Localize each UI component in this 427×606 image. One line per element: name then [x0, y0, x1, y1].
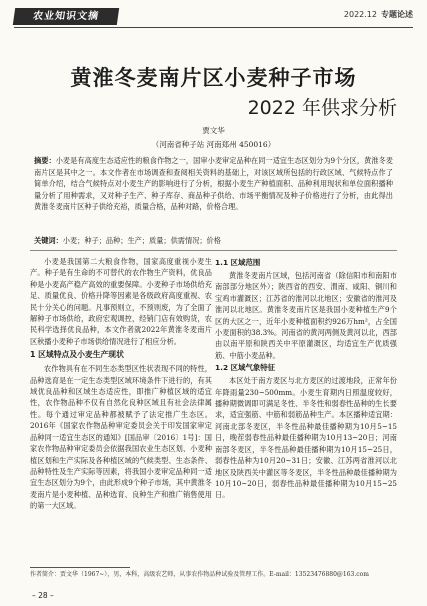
- abstract-divider: [30, 250, 397, 251]
- subsection-heading-1-1: 1.1 区域范围: [215, 258, 261, 267]
- keywords-label: 关键词：: [34, 236, 63, 245]
- abstract-label: 摘要：: [34, 156, 56, 165]
- article-title-line1: 黄淮冬麦南片区小麦种子市场: [70, 66, 357, 90]
- section-heading-1: 1 区域特点及小麦生产现状: [30, 350, 124, 360]
- section-name: 专题论述: [381, 10, 413, 19]
- subsection-heading-1-2: 1.2 区域气象特征: [215, 363, 276, 373]
- header-issue-section: [344, 9, 413, 20]
- issue-number: 2022.12: [343, 10, 377, 19]
- section1-paragraph: 农作物具有在不同生态类型区性状表现不同的特性，品种选育是在一定生态类型区域环境条件下进行的，有其域优良品种和区域生态适应性，即推广种植区域的适宜性，农作物品种不仅有自然化良种区域且有社会法律属性。每个通过审定品种都被赋予了法定推广生态区。2016年《国家农作物品种审定委员会关于印发国家审定品种同一适宜生态区的通知》[国品审〔2016〕1号]：国家农作物品种审定委员会依据我国农业生态区划、小麦种植区划和生产实际及各种植区域的气候类型、生态条件、品种特性及生产实际等因素，将我国小麦审定品种同一适宜生态区划分为9个，由此形成9个种子市场，其中黄淮冬麦南片是小麦种植、品种选育、良种生产和推广销售使用的第一大区域。: [30, 364, 212, 511]
- subsection1-2-paragraph: 本区处于南方麦区与北方麦区的过渡地段，正常年份年降雨量230~500mm。小麦生育期内日照温度较好，播种期微调即可满足冬性、半冬性和弱春性品种的生长要求，适宜强筋、中筋和弱筋品种生产。本区播种适宜期：河南北部冬麦区，半冬性品种最佳播种期为10月5~15日，晚茬弱春性品种最佳播种期为10月13~20日；河南南部冬麦区，半冬性品种最佳播种期为10月15~25日，弱春性品种为10月20~31日；安徽、江苏两省淮河以北地区及陕西关中灌区等冬麦区，半冬性品种最佳播种期为10月10~20日，弱春性品种最佳播种期为10月15~25日。: [215, 376, 397, 500]
- author-name: 贾文华: [202, 126, 225, 135]
- left-column: [30, 256, 212, 512]
- author-footnote: 作者简介：贾文华（1967~），男，本科，高级农艺师，从事农作物品种试验及管理工作。E-mail：13523476880@163.com: [30, 571, 369, 578]
- journal-logo: 农业知识文摘: [13, 8, 119, 25]
- abstract-text: 小麦是有高度生态适应性的粮食作物之一，国审小麦审定品种在同一适宜生态区划分为9个分区，黄淮冬麦南片区是其中之一。本文作者在市场调查和查阅相关资料的基础上，对该区域所包括的行政区域、气候特点作了简单介绍，结合气候特点对小麦生产的影响进行了分析，根据小麦生产种植面积、品种利用现状和单位面积播种量分析了用种需求，又对种子生产、种子库存、商品种子供给、市场平衡情况及种子价格进行了分析，由此得出黄淮冬麦南片区种子供给充裕，质量合格，品种对路，价格合理。: [34, 156, 393, 211]
- abstract: [34, 155, 393, 213]
- footnote-divider: [30, 567, 130, 568]
- keywords: [34, 235, 393, 246]
- subsection1-1-paragraph: 黄淮冬麦南片区域，包括河南省（除信阳市和南阳市南部部分地区外）；陕西省的西安、渭南、咸阳、铜川和宝鸡市灌溉区；江苏省的淮河以北地区；安徽省的淮河及淮河以北地区。黄淮冬麦南片区是我国小麦种植生产9个区的大区之一，近年小麦种植面积约926万hm²，占全国小麦面积的38.3%。河南省的黄河两侧及黄河以北，西部由以南平原和陕西关中平原灌溉区，均适宜生产优质强筋、中筋小麦品种。: [215, 271, 397, 360]
- keywords-text: 小麦；种子；品种；生产；质量；供需情况；价格: [62, 236, 221, 245]
- intro-paragraph: 小麦是我国第二大粮食作物，国家高度重视小麦生产。种子是有生命的不可替代的农作物生产资料，优良品种是小麦高产稳产高效的重要保障。小麦种子市场供给充足、质量优良、价格升降等因素是各级政府高度重视、农民十分关心的问题。凡事预则立，不预则废，为了全面了解种子市场供给，政府宏观调控，经销门店有效购货，农民科学选择优良品种，本文作者就2022年黄淮冬麦南片区秋播小麦种子市场供给情况进行了相应分析。: [30, 257, 212, 346]
- header-divider: [14, 27, 413, 28]
- author-affiliation: （河南省种子站 河南郑州 450016）: [151, 140, 276, 149]
- page-number: – 28 –: [32, 591, 54, 600]
- right-column: [215, 256, 397, 501]
- article-title-line2: 2022 年供求分析: [247, 97, 397, 119]
